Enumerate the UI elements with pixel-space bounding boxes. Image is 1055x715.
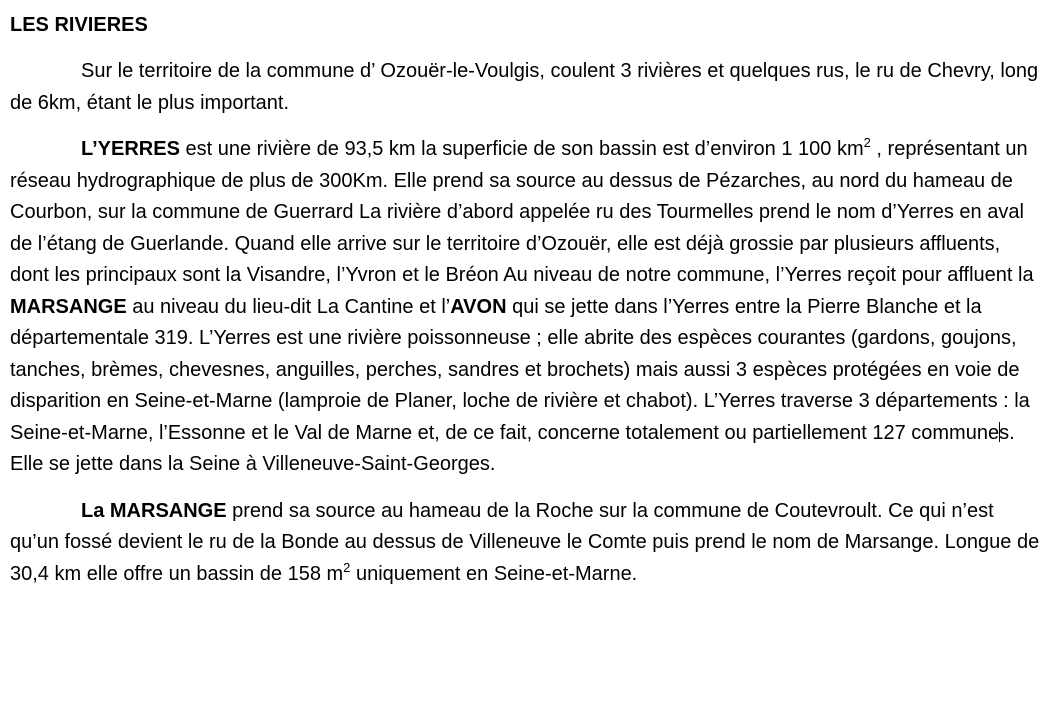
yerres-text-2: , représentant un réseau hydrographique de plus de 300Km. Elle prend sa source au dessus de Pézarches, au nord du hameau de Courbon, sur la commune de Guerrard La rivière d’abord appelée ru des Tourmelles prend le nom d’Yerres en aval de l’étang de Guerlande. Quand elle arrive sur le territoire d’Ozouër, elle est déjà grossie par plusieurs affluents, dont les principaux sont la Visandre, l’Yvron et le Bréon Au niveau de notre commune, l’Yerres reçoit pour affluent la [10,138,1034,286]
river-name-avon: AVON [450,295,507,318]
yerres-text-4: qui se jette dans l’Yerres entre la Pierre Blanche et la départementale 319. L’Yerres est une rivière poissonneuse ; elle abrite des espèces courantes (gardons, goujons, tanches, brèmes, chevesnes, anguilles, perches, sandres et brochets) mais aussi 3 espèces protégées en voie de disparition en Seine-et-Marne (lamproie de Planer, loche de rivière et chabot). L’Yerres traverse 3 départements : la Seine-et-Marne, l’Essonne et le Val de Marne et, de ce fait, concerne totalement ou partiellement 127 commune [10,295,1030,444]
superscript-squared: 2 [343,559,351,575]
yerres-text-5: s. Elle se jette dans la Seine à Villeneuve-Saint-Georges. [10,421,1015,475]
intro-text: Sur le territoire de la commune d’ Ozouër-le-Voulgis, coulent 3 rivières et quelques rus, le ru de Chevry, long de 6km, étant le plus important. [10,60,1039,114]
yerres-text-3: au niveau du lieu-dit La Cantine et l’ [126,295,451,318]
document-title: LES RIVIERES [10,14,148,36]
river-name-marsange: MARSANGE [10,295,127,318]
marsange-text-2: uniquement en Seine-et-Marne. [350,562,638,585]
paragraph-intro [10,56,1043,119]
marsange-text-1: prend sa source au hameau de la Roche sur la commune de Coutevroult. Ce qui n’est qu’un fossé devient le ru de la Bonde au dessus de Villeneuve le Comte puis prend le nom de Marsange. Longue de 30,4 km elle offre un bassin de 158 m [10,499,1040,585]
yerres-text-1: est une rivière de 93,5 km la superficie de son bassin est d’environ 1 100 km [179,138,864,160]
superscript-squared: 2 [863,135,871,150]
paragraph-yerres [10,134,1043,481]
paragraph-marsange [10,496,1043,591]
river-name-la-marsange: La MARSANGE [81,499,227,522]
river-name-yerres: L’YERRES [81,138,180,160]
